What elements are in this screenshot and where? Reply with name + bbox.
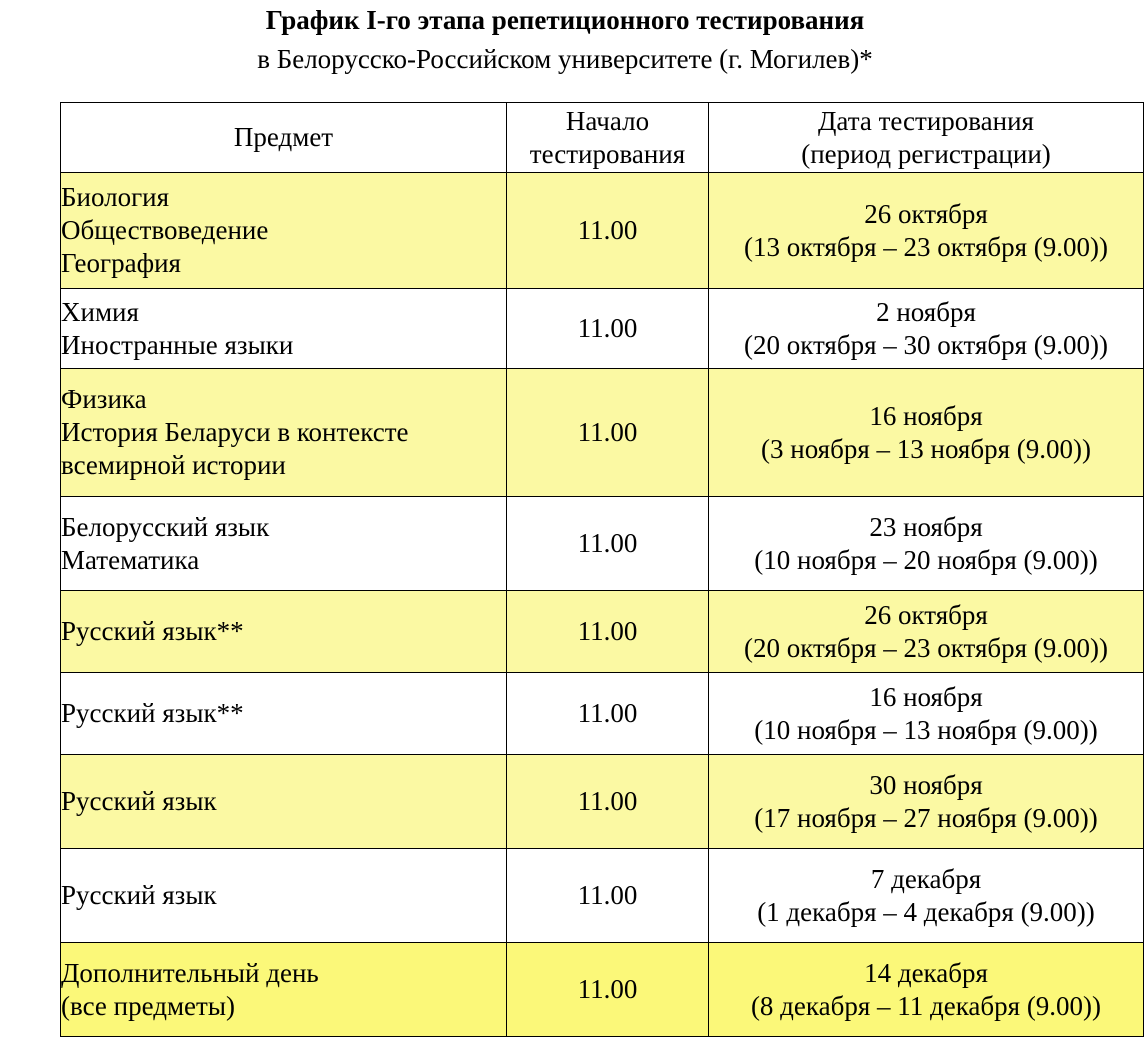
table-row — [61, 369, 1144, 497]
column-header-date — [709, 103, 1144, 173]
table-row — [61, 755, 1144, 849]
subject-cell — [61, 289, 507, 369]
schedule-table — [60, 102, 1144, 1037]
date-cell — [709, 289, 1144, 369]
subject-cell — [61, 943, 507, 1037]
start-time-cell — [507, 591, 709, 673]
page-title: График I-го этапа репетиционного тестирования — [265, 5, 865, 35]
subject-name: (все предметы) — [61, 990, 235, 1021]
test-date: 7 декабря — [870, 863, 982, 894]
column-header-start-line: тестирования — [529, 138, 686, 169]
test-date: 26 октября — [864, 198, 988, 229]
subject-name: Биология — [61, 182, 170, 212]
subject-cell — [61, 755, 507, 849]
subject-name: Белорусский язык — [61, 511, 270, 542]
registration-period: (10 ноября – 13 ноября (9.00)) — [754, 714, 1098, 745]
subject-cell — [61, 849, 507, 943]
subject-name: Дополнительный день — [61, 957, 319, 988]
test-date: 14 декабря — [864, 957, 988, 988]
subject-cell — [61, 497, 507, 591]
table-row — [61, 673, 1144, 755]
start-time: 11.00 — [577, 786, 638, 816]
subject-cell — [61, 591, 507, 673]
table-header-row — [61, 103, 1144, 173]
subject-name: Обществоведение — [61, 215, 269, 245]
date-cell — [709, 943, 1144, 1037]
start-time: 11.00 — [577, 974, 638, 1004]
start-time-cell — [507, 369, 709, 497]
subject-name: Физика — [61, 384, 147, 414]
test-date: 16 ноября — [869, 681, 983, 712]
subject-name: Русский язык — [61, 786, 217, 816]
table-row — [61, 943, 1144, 1037]
start-time: 11.00 — [577, 528, 638, 558]
table-row — [61, 497, 1144, 591]
registration-period: (8 декабря – 11 декабря (9.00)) — [750, 990, 1102, 1021]
start-time-cell — [507, 289, 709, 369]
table-row — [61, 289, 1144, 369]
registration-period: (13 октября – 23 октября (9.00)) — [743, 231, 1109, 262]
date-cell — [709, 591, 1144, 673]
date-cell — [709, 369, 1144, 497]
date-cell — [709, 497, 1144, 591]
subject-name: История Беларуси в контексте — [61, 417, 409, 447]
start-time: 11.00 — [577, 616, 638, 646]
subject-name: Русский язык** — [61, 698, 244, 728]
registration-period: (3 ноября – 13 ноября (9.00)) — [761, 433, 1091, 464]
table-row — [61, 173, 1144, 289]
start-time-cell — [507, 755, 709, 849]
subject-name: Химия — [61, 296, 139, 327]
date-cell — [709, 673, 1144, 755]
date-cell — [709, 849, 1144, 943]
table-row — [61, 849, 1144, 943]
subject-name: География — [61, 248, 181, 278]
test-date: 16 ноября — [869, 400, 983, 431]
start-time-cell — [507, 849, 709, 943]
start-time: 11.00 — [577, 313, 638, 343]
page-subtitle: в Белорусско-Российском университете (г. Могилев)* — [257, 44, 873, 74]
subject-cell — [61, 673, 507, 755]
date-cell — [709, 755, 1144, 849]
subject-name: Русский язык** — [61, 616, 244, 646]
column-header-date-line: Дата тестирования — [818, 105, 1034, 136]
column-header-date-line: (период регистрации) — [801, 138, 1051, 169]
registration-period: (10 ноября – 20 ноября (9.00)) — [754, 544, 1098, 575]
registration-period: (17 ноября – 27 ноября (9.00)) — [754, 802, 1098, 833]
column-header-subject-label: Предмет — [233, 122, 334, 152]
start-time: 11.00 — [577, 417, 638, 447]
start-time: 11.00 — [577, 698, 638, 728]
subject-cell — [61, 173, 507, 289]
subject-name: Русский язык — [61, 880, 217, 910]
subject-cell — [61, 369, 507, 497]
registration-period: (20 октября – 30 октября (9.00)) — [743, 329, 1109, 360]
start-time: 11.00 — [577, 215, 638, 245]
subject-name: всемирной истории — [61, 450, 286, 480]
start-time-cell — [507, 943, 709, 1037]
subject-name: Иностранные языки — [61, 329, 294, 360]
subject-name: Математика — [61, 544, 200, 575]
date-cell — [709, 173, 1144, 289]
test-date: 30 ноября — [869, 769, 983, 800]
start-time: 11.00 — [577, 880, 638, 910]
registration-period: (1 декабря – 4 декабря (9.00)) — [757, 896, 1095, 927]
test-date: 26 октября — [864, 599, 988, 630]
registration-period: (20 октября – 23 октября (9.00)) — [743, 632, 1109, 663]
test-date: 2 ноября — [876, 296, 976, 327]
column-header-start — [507, 103, 709, 173]
column-header-subject — [61, 103, 507, 173]
test-date: 23 ноября — [869, 511, 983, 542]
start-time-cell — [507, 673, 709, 755]
column-header-start-line: Начало — [565, 105, 650, 136]
start-time-cell — [507, 173, 709, 289]
table-row — [61, 591, 1144, 673]
start-time-cell — [507, 497, 709, 591]
